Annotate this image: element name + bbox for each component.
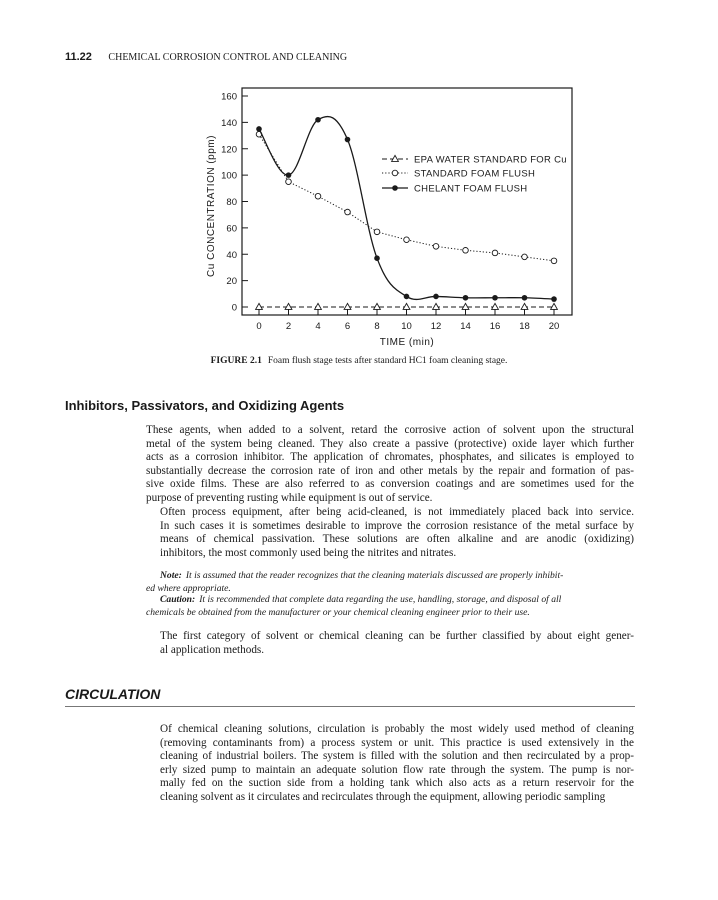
data-point	[492, 303, 499, 309]
x-tick-label: 2	[285, 321, 292, 332]
text-line: al application methods.	[160, 643, 265, 656]
figure-label: FIGURE 2.1	[210, 356, 262, 366]
data-point	[551, 303, 558, 309]
data-point	[374, 229, 380, 235]
x-tick-label: 20	[548, 321, 560, 332]
y-tick-label: 20	[226, 276, 237, 288]
figure-chart	[0, 0, 718, 360]
text-line: Often process equipment, after being acid-cleaned, is not immediately placed back into service.	[160, 506, 634, 518]
caution-block	[146, 594, 634, 619]
legend-item	[382, 155, 567, 166]
text-line: metal of the system being cleaned. They also create a passive (protective) oxide layer which further	[146, 437, 634, 450]
data-point	[345, 137, 351, 143]
data-point	[256, 303, 263, 309]
note-block	[146, 570, 634, 595]
data-point	[374, 255, 380, 261]
plot-frame	[242, 88, 572, 315]
figure-caption-text: Foam flush stage tests after standard HC1 foam cleaning stage.	[267, 356, 508, 366]
text-line: Of chemical cleaning solutions, circulation is probably the most widely used method of cleaning	[160, 723, 634, 735]
data-point	[392, 155, 399, 161]
x-tick-label: 0	[256, 321, 262, 332]
data-point	[463, 247, 469, 253]
note-line: It is assumed that the reader recognizes that the cleaning materials discussed are properly inhibit-	[185, 570, 564, 581]
x-tick-label: 16	[489, 321, 501, 332]
y-tick-label: 60	[226, 223, 237, 235]
x-tick-label: 4	[315, 321, 321, 332]
data-point	[315, 193, 321, 199]
series-epa-water-standard-for-cu	[256, 303, 558, 309]
data-point	[433, 244, 439, 250]
data-point	[492, 250, 498, 256]
y-tick-label: 160	[221, 91, 237, 103]
section-heading-inhibitors: Inhibitors, Passivators, and Oxidizing Agents	[65, 398, 345, 413]
data-point	[404, 294, 410, 300]
data-point	[315, 303, 322, 309]
paragraph-inhibitors-2	[146, 506, 634, 560]
text-line: purpose of preventing rusting while equipment is out of service.	[146, 491, 433, 504]
text-line: erly sized pump to maintain an adequate solution flow rate through the system. The pump is nor-	[160, 763, 634, 776]
series-chelant-foam-flush	[256, 116, 557, 301]
text-line: means of chemical passivation. These solutions are often alkaline and are anodic (oxidizing)	[160, 533, 634, 546]
x-tick-label: 12	[430, 321, 442, 332]
section-heading-circulation: CIRCULATION	[65, 686, 161, 702]
legend-label: STANDARD FOAM FLUSH	[414, 168, 536, 180]
note-line: ed where appropriate.	[146, 582, 231, 594]
x-tick-label: 10	[401, 321, 412, 332]
y-tick-label: 100	[221, 170, 237, 182]
y-tick-label: 120	[221, 144, 237, 156]
data-point	[433, 303, 440, 309]
data-point	[256, 126, 262, 132]
legend-label: CHELANT FOAM FLUSH	[414, 183, 528, 195]
y-axis-label: Cu CONCENTRATION (ppm)	[206, 135, 217, 277]
data-point	[492, 295, 498, 301]
text-line: (removing contaminants from) a process system or unit. This practice is used extensively in the	[160, 736, 634, 749]
data-point	[433, 294, 439, 300]
page-number: 11.22	[65, 51, 92, 63]
text-line: cleaning of industrial boilers. The system is filled with the solution and then recirculated by a prop-	[160, 750, 634, 763]
text-line: In such cases it is sometimes desirable to improve the corrosion resistance of the metal surface by	[160, 519, 634, 532]
data-point	[285, 303, 292, 309]
data-point	[315, 117, 321, 123]
legend-label: EPA WATER STANDARD FOR Cu	[414, 154, 567, 166]
data-point	[404, 237, 410, 243]
data-point	[345, 209, 351, 215]
data-point	[522, 254, 528, 260]
data-point	[344, 303, 351, 309]
x-tick-label: 8	[374, 321, 380, 332]
y-tick-label: 40	[226, 249, 237, 261]
y-tick-label: 140	[221, 117, 237, 129]
x-tick-label: 6	[344, 321, 351, 332]
text-line: inhibitors, the most commonly used being the nitrites and nitrates.	[160, 546, 457, 559]
caution-label: Caution:	[160, 594, 196, 605]
x-axis-label: TIME (min)	[379, 337, 435, 348]
figure-caption	[0, 356, 718, 366]
text-line: These agents, when added to a solvent, retard the corrosive action of solvent upon the structural	[146, 424, 634, 436]
text-line: mally fed on the suction side from a holding tank which also acts as a return reservoir for the	[160, 777, 634, 790]
paragraph-inhibitors-3	[146, 630, 634, 657]
running-title: CHEMICAL CORROSION CONTROL AND CLEANING	[108, 52, 348, 63]
legend-item	[382, 169, 535, 180]
data-point	[286, 172, 292, 178]
data-point	[551, 258, 557, 264]
data-point	[403, 303, 410, 309]
paragraph-circulation-1	[146, 723, 634, 805]
text-line: sive oxide films. These are also referred to as conversion coatings and are sometimes used for the	[146, 478, 634, 491]
caution-line: chemicals be obtained from the manufacturer or your chemical cleaning engineer prior to their use.	[146, 606, 530, 618]
x-tick-label: 14	[460, 321, 471, 332]
text-line: acts as a corrosion inhibitor. The application of chromates, phosphates, and silicates is employed to	[146, 451, 634, 464]
text-line: cleaning solvent as it circulates and recirculates through the equipment, allowing periodic sampling	[160, 790, 606, 803]
data-point	[286, 179, 292, 185]
y-tick-label: 80	[226, 197, 237, 208]
data-point	[392, 170, 398, 176]
text-line: The first category of solvent or chemical cleaning can be further classified by about eight gener-	[160, 630, 634, 642]
series-standard-foam-flush	[256, 131, 557, 263]
data-point	[462, 303, 469, 309]
note-label: Note:	[160, 570, 182, 581]
data-point	[374, 303, 381, 309]
data-point	[463, 295, 469, 301]
data-point	[551, 296, 557, 302]
legend-item	[382, 184, 527, 195]
data-point	[521, 303, 528, 309]
section-rule	[65, 706, 635, 707]
x-tick-label: 18	[519, 321, 530, 332]
series-line	[259, 116, 554, 299]
caution-line: It is recommended that complete data regarding the use, handling, storage, and disposal of all	[199, 594, 562, 605]
y-tick-label: 0	[231, 302, 237, 314]
data-point	[392, 185, 398, 191]
paragraph-inhibitors-1	[146, 424, 634, 506]
data-point	[522, 295, 528, 301]
text-line: substantially decrease the corrosion rate of iron and other metals by the repair and formation of pas-	[146, 464, 634, 477]
